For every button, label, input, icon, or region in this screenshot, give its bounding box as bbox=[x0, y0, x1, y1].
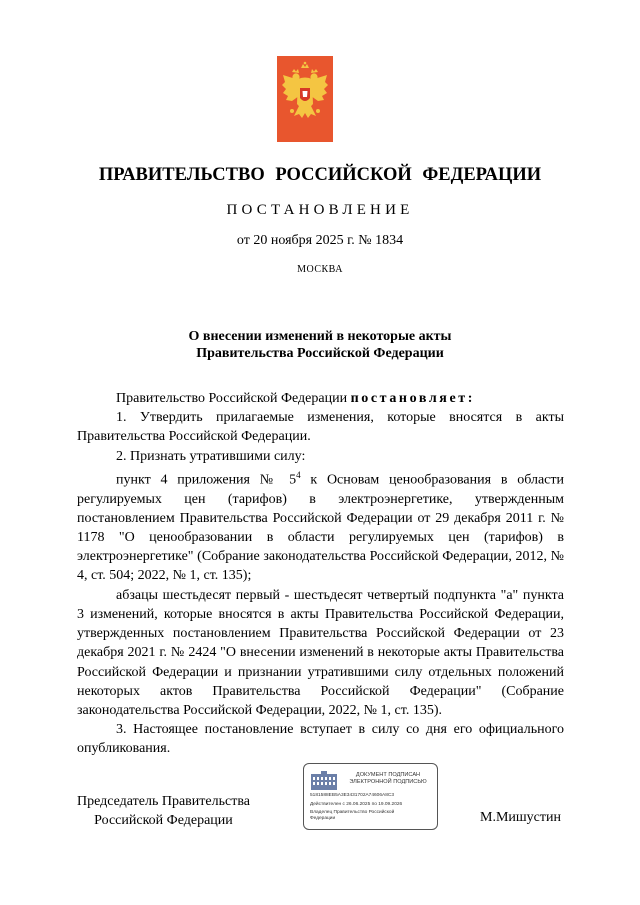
stamp-certificate: 5181588EB5A3E3431702A74606A8C3 bbox=[310, 793, 395, 798]
russian-coat-of-arms-icon bbox=[277, 56, 333, 142]
document-type: ПОСТАНОВЛЕНИЕ bbox=[226, 202, 414, 218]
intro-paragraph bbox=[77, 389, 564, 408]
government-title: ПРАВИТЕЛЬСТВО РОССИЙСКОЙ ФЕДЕРАЦИИ bbox=[98, 165, 542, 185]
heading-line-2: Правительства Российской Федерации bbox=[196, 346, 444, 361]
signatory-position bbox=[77, 792, 250, 830]
paragraph-5: 3. Настоящее постановление вступает в силу со дня его официального опубликования. bbox=[77, 722, 564, 757]
position-line-2: Российской Федерации bbox=[94, 813, 233, 828]
stamp-title-line-1: ДОКУМЕНТ ПОДПИСАН bbox=[355, 772, 421, 778]
stamp-owner-line-1: Владелец Правительство Российской bbox=[310, 810, 395, 815]
paragraph-3-rest: к Основам ценообразования в области регулируемых цен (тарифов) в электроэнергетике, утвержденным постановлением Правительства Российской Федерации от 29 декабря 2011 г. № 1178 "О ценообразовании в области регулируемых цен (тарифов) в электроэнергетике" (Собрание законодательства Российской Федерации, 2012, № 4, ст. 504; 2022, № 1, ст. 135); bbox=[77, 472, 564, 584]
stamp-title bbox=[340, 772, 436, 786]
paragraph-2: 2. Признать утратившими силу: bbox=[116, 448, 306, 464]
document-heading bbox=[0, 328, 640, 362]
paragraph-3-start: пункт 4 приложения № 5 bbox=[116, 472, 297, 488]
signatory-name: М.Мишустин bbox=[480, 810, 561, 825]
city: МОСКВА bbox=[297, 264, 343, 275]
electronic-signature-stamp bbox=[303, 763, 438, 830]
decree-verb: постановляет: bbox=[350, 391, 475, 406]
building-icon bbox=[310, 771, 338, 791]
stamp-validity: Действителен с 26.06.2025 по 19.09.2026 bbox=[310, 802, 403, 807]
stamp-owner-line-2: Федерации bbox=[310, 816, 336, 821]
footnote-superscript: 4 bbox=[296, 469, 301, 480]
intro-prefix: Правительство Российской Федерации bbox=[116, 391, 348, 406]
stamp-title-line-2: ЭЛЕКТРОННОЙ ПОДПИСЬЮ bbox=[349, 779, 427, 785]
paragraph-4: абзацы шестьдесят первый - шестьдесят четвертый подпункта "а" пункта 3 изменений, которые вносятся в акты Правительства Российской Федерации, утвержденных постановлением Правительства Российской Федерации от 23 декабря 2021 г. № 2424 "О внесении изменений в некоторые акты Правительства Российской Федерации и признании утратившими силу отдельных положений некоторых актов Правительства Российской Федерации" (Собрание законодательства Российской Федерации, 2022, № 1, ст. 135). bbox=[77, 587, 564, 718]
position-line-1: Председатель Правительства bbox=[77, 794, 250, 809]
document-body bbox=[77, 389, 564, 759]
paragraph-1: 1. Утвердить прилагаемые изменения, которые вносятся в акты Правительства Российской Федерации. bbox=[77, 410, 564, 445]
paragraph-3 bbox=[77, 466, 564, 586]
document-date-number: от 20 ноября 2025 г. № 1834 bbox=[236, 233, 404, 248]
heading-line-1: О внесении изменений в некоторые акты bbox=[188, 329, 452, 344]
